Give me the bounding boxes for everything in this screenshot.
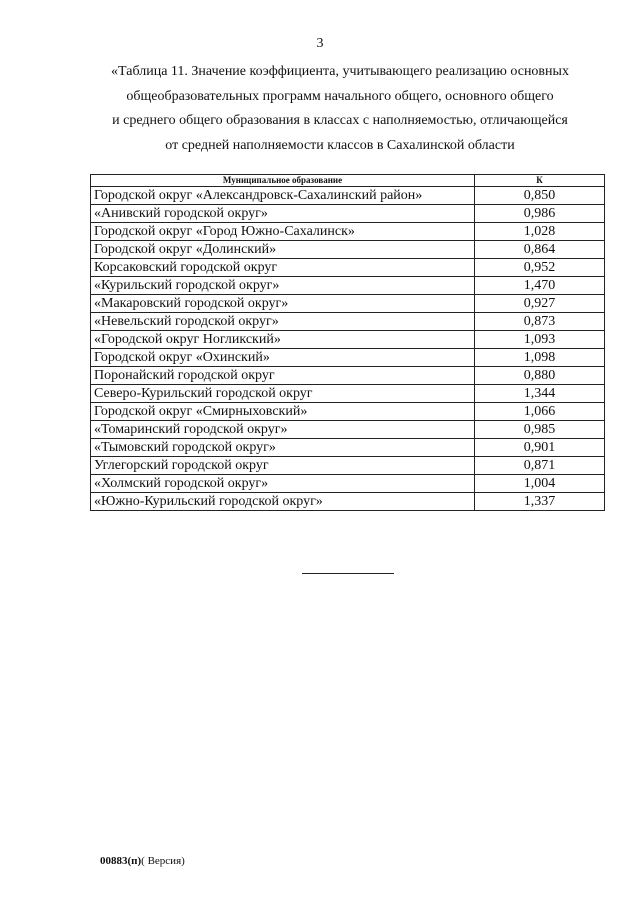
coefficient-cell: 1,344 [475, 385, 605, 403]
table-row [91, 403, 605, 421]
table-row [91, 475, 605, 493]
document-footer [100, 855, 185, 867]
municipality-cell: Городской округ «Долинский» [91, 241, 475, 259]
table-row [91, 421, 605, 439]
municipality-cell: Городской округ «Смирныховский» [91, 403, 475, 421]
table-row [91, 493, 605, 511]
coefficient-cell: 1,337 [475, 493, 605, 511]
coefficient-cell: 1,093 [475, 331, 605, 349]
table-row [91, 223, 605, 241]
caption-line-1: «Таблица 11. Значение коэффициента, учитывающего реализацию основных [111, 64, 569, 79]
table-row [91, 331, 605, 349]
municipality-cell: «Городской округ Ногликский» [91, 331, 475, 349]
table-body [91, 187, 605, 511]
table-row [91, 439, 605, 457]
municipality-cell: Углегорский городской округ [91, 457, 475, 475]
municipality-cell: Северо-Курильский городской округ [91, 385, 475, 403]
municipality-cell: «Южно-Курильский городской округ» [91, 493, 475, 511]
coefficient-cell: 0,873 [475, 313, 605, 331]
municipality-cell: «Курильский городской округ» [91, 277, 475, 295]
table-header-row [91, 175, 605, 187]
table-row [91, 187, 605, 205]
coefficient-cell: 1,028 [475, 223, 605, 241]
table-row [91, 241, 605, 259]
municipality-cell: Городской округ «Охинский» [91, 349, 475, 367]
table-row [91, 367, 605, 385]
coefficient-cell: 1,004 [475, 475, 605, 493]
table-row [91, 349, 605, 367]
municipality-cell: «Макаровский городской округ» [91, 295, 475, 313]
coefficient-cell: 0,880 [475, 367, 605, 385]
coefficient-cell: 1,066 [475, 403, 605, 421]
coefficient-cell: 0,850 [475, 187, 605, 205]
coefficient-cell: 0,871 [475, 457, 605, 475]
municipality-cell: Корсаковский городской округ [91, 259, 475, 277]
municipality-cell: Городской округ «Город Южно-Сахалинск» [91, 223, 475, 241]
coefficient-cell: 0,901 [475, 439, 605, 457]
municipality-cell: «Тымовский городской округ» [91, 439, 475, 457]
municipality-cell: «Невельский городской округ» [91, 313, 475, 331]
municipality-cell: Городской округ «Александровск-Сахалинский район» [91, 187, 475, 205]
table-row [91, 259, 605, 277]
table-caption [60, 60, 620, 158]
header-coefficient: К [475, 175, 605, 187]
coefficient-cell: 1,098 [475, 349, 605, 367]
coefficient-cell: 1,470 [475, 277, 605, 295]
municipality-cell: Поронайский городской округ [91, 367, 475, 385]
table-row [91, 385, 605, 403]
coefficient-cell: 0,927 [475, 295, 605, 313]
page-number: 3 [316, 36, 324, 51]
table-row [91, 277, 605, 295]
caption-line-3: и среднего общего образования в классах с наполняемостью, отличающейся [112, 113, 568, 128]
closing-rule [302, 573, 394, 574]
table-row [91, 313, 605, 331]
municipality-cell: «Холмский городской округ» [91, 475, 475, 493]
coefficient-cell: 0,864 [475, 241, 605, 259]
caption-line-4: от средней наполняемости классов в Сахалинской области [165, 137, 515, 153]
header-municipality: Муниципальное образование [91, 175, 475, 187]
document-version: ( Версия) [141, 855, 185, 867]
coefficient-cell: 0,985 [475, 421, 605, 439]
caption-line-2: общеобразовательных программ начального общего, основного общего [126, 88, 554, 104]
municipality-cell: «Томаринский городской округ» [91, 421, 475, 439]
table-row [91, 295, 605, 313]
table-row [91, 205, 605, 223]
coefficient-cell: 0,952 [475, 259, 605, 277]
municipality-cell: «Анивский городской округ» [91, 205, 475, 223]
coefficient-cell: 0,986 [475, 205, 605, 223]
table-row [91, 457, 605, 475]
coefficient-table [90, 174, 605, 511]
document-code: 00883(п) [100, 855, 142, 867]
